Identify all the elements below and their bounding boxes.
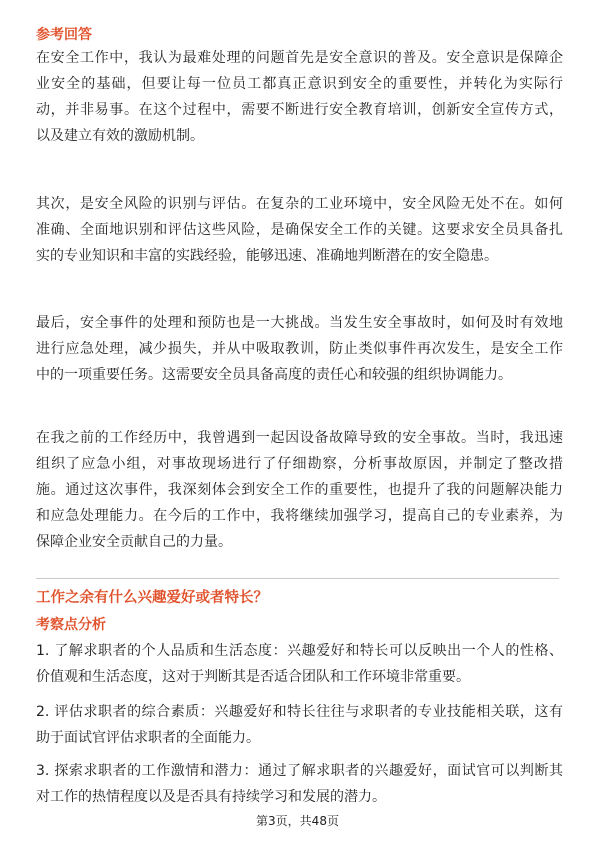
text-line: 其次，是安全风险的识别与评估。在复杂的工业环境中，安全风险无处不在。如何 <box>36 196 563 212</box>
text-line: 和应急处理能力。在今后的工作中，我将继续加强学习，提高自己的专业素养，为 <box>36 508 563 524</box>
text-line: 组织了应急小组，对事故现场进行了仔细勘察，分析事故原因，并制定了整改措 <box>36 456 563 472</box>
text-line: 助于面试官评估求职者的全面能力。 <box>36 730 260 746</box>
text-line: 中的一项重要任务。这需要安全员具备高度的责任心和较强的组织协调能力。 <box>36 367 512 383</box>
text-line: 对工作的热情程度以及是否具有持续学习和发展的潜力。 <box>36 789 386 805</box>
text-line: 动，并非易事。在这个过程中，需要不断进行安全教育培训，创新安全宣传方式， <box>36 102 563 118</box>
answer-paragraph-3 <box>36 310 563 388</box>
analysis-point-3 <box>36 758 563 810</box>
analysis-point-2 <box>36 699 563 751</box>
text-line: 施。通过这次事件，我深刻体会到安全工作的重要性，也提升了我的问题解决能力 <box>36 482 563 498</box>
text-line: 以及建立有效的激励机制。 <box>36 128 204 144</box>
answer-paragraph-2 <box>36 191 563 269</box>
text-line: 在安全工作中，我认为最难处理的问题首先是安全意识的普及。安全意识是保障企 <box>36 50 563 66</box>
text-line: 2. 评估求职者的综合素质：兴趣爱好和特长往往与求职者的专业技能相关联，这有 <box>36 704 563 720</box>
question-title: 工作之余有什么兴趣爱好或者特长？ <box>36 590 268 606</box>
section-divider <box>36 578 559 579</box>
answer-paragraph-4 <box>36 425 563 555</box>
answer-paragraph-1 <box>36 45 563 149</box>
text-line: 进行应急处理，减少损失，并从中吸取教训，防止类似事件再次发生，是安全工作 <box>36 341 563 357</box>
text-line: 最后，安全事件的处理和预防也是一大挑战。当发生安全事故时，如何及时有效地 <box>36 315 563 331</box>
text-line: 准确、全面地识别和评估这些风险，是确保安全工作的关键。这要求安全员具备扎 <box>36 222 563 238</box>
analysis-point-1 <box>36 638 563 690</box>
text-line: 实的专业知识和丰富的实践经验，能够迅速、准确地判断潜在的安全隐患。 <box>36 248 498 264</box>
text-line: 业安全的基础，但要让每一位员工都真正意识到安全的重要性，并转化为实际行 <box>36 76 563 92</box>
answer-heading: 参考回答 <box>36 27 92 43</box>
text-line: 在我之前的工作经历中，我曾遇到一起因设备故障导致的安全事故。当时，我迅速 <box>36 430 563 446</box>
text-line: 保障企业安全贡献自己的力量。 <box>36 534 232 550</box>
analysis-heading: 考察点分析 <box>36 617 106 633</box>
text-line: 价值观和生活态度，这对于判断其是否适合团队和工作环境非常重要。 <box>36 669 470 685</box>
text-line: 3. 探索求职者的工作激情和潜力：通过了解求职者的兴趣爱好，面试官可以判断其 <box>36 763 563 779</box>
page-number: 第3页，共48页 <box>256 814 339 828</box>
text-line: 1. 了解求职者的个人品质和生活态度：兴趣爱好和特长可以反映出一个人的性格、 <box>36 643 563 659</box>
